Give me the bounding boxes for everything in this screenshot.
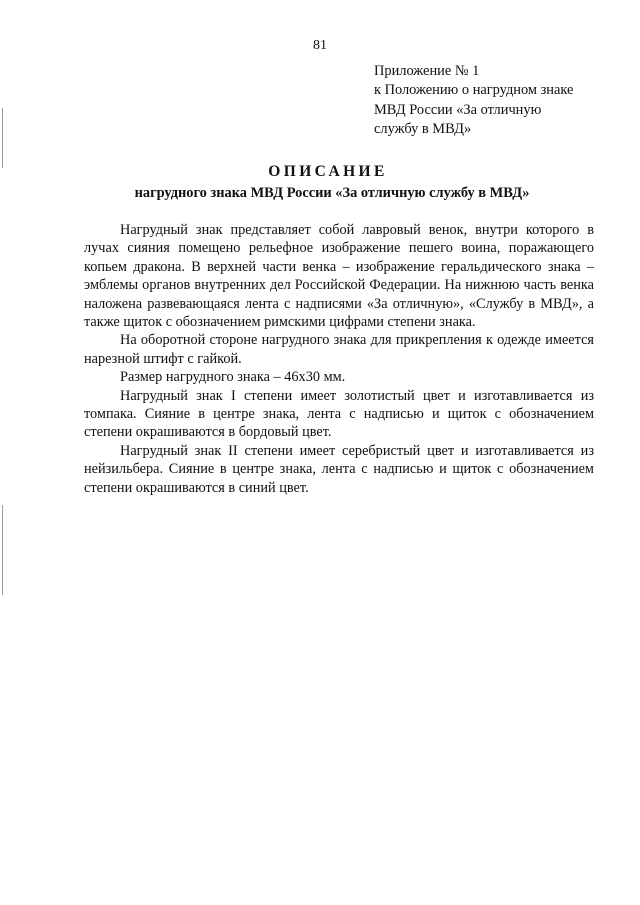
document-title: ОПИСАНИЕ bbox=[268, 163, 388, 180]
appendix-line: службу в МВД» bbox=[374, 121, 472, 138]
paragraph-description: Нагрудный знак представляет собой лавровый венок, внутри которого в лучах сияния помещено рельефное изображение пешего воина, поражающего копьем дракона. В верхней части венка – изображение геральдического знака – эмблемы органов внутренних дел Российской Федерации. На нижнюю часть венка наложена развевающаяся лента с надписями «За отличную», «Службу в МВД», а также щиток с обозначением римскими цифрами степени знака. bbox=[84, 222, 594, 331]
document-body bbox=[84, 221, 594, 497]
paragraph-first-degree: Нагрудный знак I степени имеет золотистый цвет и изготавливается из томпака. Сияние в центре знака, лента с надписью и щиток с обозначением степени окрашиваются в бордовый цвет. bbox=[84, 387, 594, 441]
scan-edge-mark-top bbox=[2, 108, 3, 168]
document-subtitle: нагрудного знака МВД России «За отличную службу в МВД» bbox=[134, 185, 530, 201]
scan-edge-mark-bottom bbox=[2, 505, 3, 595]
appendix-note bbox=[374, 62, 614, 140]
appendix-line: МВД России «За отличную bbox=[374, 101, 542, 118]
paragraph-size: Размер нагрудного знака – 46х30 мм. bbox=[120, 369, 346, 386]
appendix-line: к Положению о нагрудном знаке bbox=[374, 82, 574, 99]
paragraph-second-degree: Нагрудный знак II степени имеет серебристый цвет и изготавливается из нейзильбера. Сияние в центре знака, лента с надписью и щиток с обозначением степени окрашиваются в синий цвет. bbox=[84, 442, 594, 496]
paragraph-reverse-side: На оборотной стороне нагрудного знака для прикрепления к одежде имеется нарезной штифт с гайкой. bbox=[84, 332, 594, 367]
appendix-line: Приложение № 1 bbox=[374, 63, 480, 79]
page-number: 81 bbox=[313, 38, 327, 53]
